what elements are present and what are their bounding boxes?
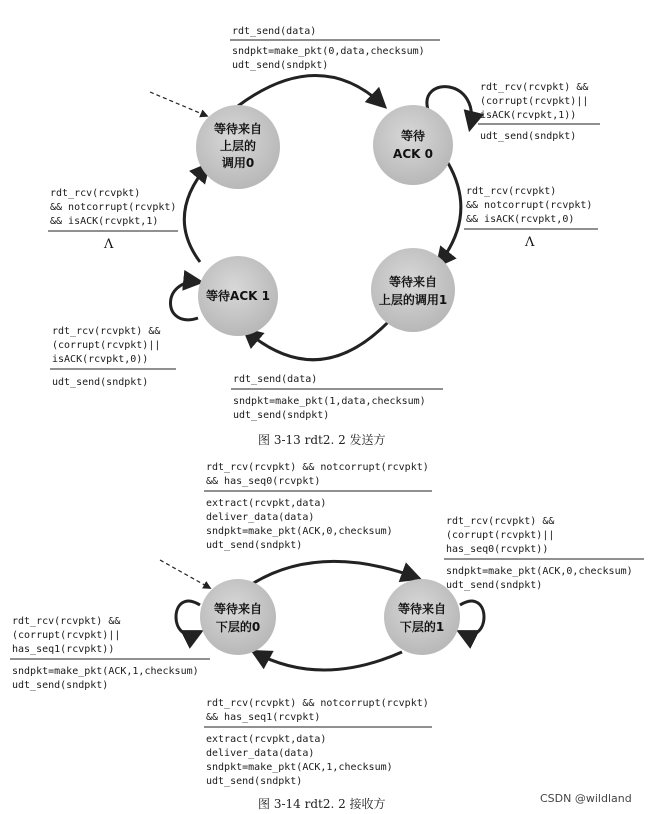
sender-top-action-2: udt_send(sndpkt) [232, 60, 329, 71]
receiver-bottom-action-4: udt_send(sndpkt) [206, 776, 303, 787]
svg-text:sndpkt=make_pkt(0,data,checksu [232, 46, 425, 71]
receiver-state-wait0-line2: 下层的0 [215, 620, 261, 634]
sender-right-event-2: && notcorrupt(rcvpkt) [466, 200, 593, 211]
receiver-arc-bottom [254, 652, 402, 670]
sender-state-wait-call0-line2: 上层的 [219, 139, 257, 153]
svg-text:extract(rcvpkt,data)deliver_da [206, 734, 393, 787]
receiver-bottom-event-1: rdt_rcv(rcvpkt) && notcorrupt(rcvpkt) [206, 698, 429, 709]
sender-state-wait-call0-line1: 等待来自 [213, 122, 263, 136]
receiver-wait0-self-event-3: has_seq1(rcvpkt)) [12, 644, 115, 655]
sender-arc-left [184, 165, 208, 262]
svg-text:rdt_rcv(rcvpkt) &&(corrupt(rcv [480, 82, 588, 121]
sender-arc-right [438, 163, 461, 265]
watermark: CSDN @wildland [540, 792, 632, 805]
receiver-state-wait0-line1: 等待来自 [213, 602, 263, 616]
svg-text:rdt_rcv(rcvpkt) &&(corrupt(rcv [446, 516, 554, 555]
svg-text:rdt_rcv(rcvpkt) && notcorrupt( [206, 462, 429, 487]
svg-text:rdt_rcv(rcvpkt) && notcorrupt( [206, 698, 429, 723]
svg-text:rdt_rcv(rcvpkt) &&(corrupt(rcv [52, 326, 160, 365]
sender-left-lambda: Λ [104, 237, 114, 252]
receiver-wait1-self-event-2: (corrupt(rcvpkt)|| [446, 530, 555, 541]
sender-left-event-2: && notcorrupt(rcvpkt) [50, 202, 177, 213]
receiver-wait1-self-action-2: udt_send(sndpkt) [446, 580, 543, 591]
receiver-wait1-self-event-3: has_seq0(rcvpkt)) [446, 544, 549, 555]
receiver-caption: 图 3-14 rdt2. 2 接收方 [258, 797, 386, 811]
svg-text:rdt_send(data) [233, 374, 317, 385]
sender-state-wait-call1 [371, 248, 455, 332]
sender-right-event-3: && isACK(rcvpkt,0) [466, 214, 575, 225]
sender-state-wait-ack0 [373, 105, 453, 185]
svg-text:rdt_rcv(rcvpkt)&& notcorrupt(r [50, 188, 176, 227]
sender-bottom-event: rdt_send(data) [233, 374, 318, 385]
receiver-wait0-self-event-1: rdt_rcv(rcvpkt) && [12, 616, 121, 627]
receiver-bottom-action-1: extract(rcvpkt,data) [206, 734, 327, 745]
sender-ack1-self-action: udt_send(sndpkt) [52, 377, 149, 388]
svg-text:sndpkt=make_pkt(ACK,0,checksum [446, 566, 633, 591]
receiver-top-event-1: rdt_rcv(rcvpkt) && notcorrupt(rcvpkt) [206, 462, 429, 473]
sender-right-event-1: rdt_rcv(rcvpkt) [466, 186, 557, 197]
sender-caption: 图 3-13 rdt2. 2 发送方 [258, 433, 386, 447]
svg-text:rdt_send(data) [232, 26, 316, 37]
sender-ack0-self-event-1: rdt_rcv(rcvpkt) && [480, 82, 589, 93]
receiver-self-loop-wait1 [460, 601, 484, 635]
sender-left-event-1: rdt_rcv(rcvpkt) [50, 188, 141, 199]
receiver-state-wait0 [200, 579, 276, 655]
receiver-wait1-self-action-1: sndpkt=make_pkt(ACK,0,checksum) [446, 566, 633, 577]
sender-arc-bottom [245, 318, 392, 360]
svg-text:sndpkt=make_pkt(1,data,checksu [233, 396, 426, 421]
sender-initial-arrow [150, 92, 207, 116]
sender-state-wait-call1-line1: 等待来自 [388, 275, 438, 289]
svg-text:等待ACK 1 [206, 288, 270, 303]
receiver-top-action-4: udt_send(sndpkt) [206, 540, 303, 551]
receiver-state-wait1-line1: 等待来自 [397, 602, 447, 616]
sender-bottom-action-1: sndpkt=make_pkt(1,data,checksum) [233, 396, 426, 407]
sender-right-lambda: Λ [525, 235, 535, 250]
receiver-arc-top [252, 561, 418, 584]
receiver-state-wait1-line2: 下层的1 [399, 620, 445, 634]
sender-top-action-1: sndpkt=make_pkt(0,data,checksum) [232, 46, 425, 57]
sender-top-event: rdt_send(data) [232, 26, 317, 37]
svg-text:rdt_rcv(rcvpkt) &&(corrupt(rcv [12, 616, 120, 655]
sender-ack0-self-event-3: isACK(rcvpkt,1)) [480, 110, 577, 121]
sender-ack0-self-action: udt_send(sndpkt) [480, 131, 577, 142]
svg-text:sndpkt=make_pkt(ACK,1,checksum [12, 666, 199, 691]
sender-left-event-3: && isACK(rcvpkt,1) [50, 216, 159, 227]
receiver-bottom-event-2: && has_seq1(rcvpkt) [206, 712, 321, 723]
receiver-top-action-2: deliver_data(data) [206, 512, 315, 523]
svg-text:udt_send(sndpkt) [480, 131, 576, 142]
receiver-wait0-self-event-2: (corrupt(rcvpkt)|| [12, 630, 121, 641]
receiver-wait0-self-action-1: sndpkt=make_pkt(ACK,1,checksum) [12, 666, 199, 677]
sender-state-wait-ack0-line2: ACK 0 [393, 147, 433, 161]
receiver-top-action-1: extract(rcvpkt,data) [206, 498, 327, 509]
receiver-bottom-action-2: deliver_data(data) [206, 748, 315, 759]
svg-text:rdt_rcv(rcvpkt)&& notcorrupt(r [466, 186, 592, 225]
receiver-wait0-self-action-2: udt_send(sndpkt) [12, 680, 109, 691]
sender-state-wait-ack1-line1: 等待ACK 1 [206, 289, 270, 303]
sender-arc-top [238, 76, 384, 107]
receiver-bottom-action-3: sndpkt=make_pkt(ACK,1,checksum) [206, 762, 393, 773]
sender-ack1-self-event-2: (corrupt(rcvpkt)|| [52, 340, 161, 351]
sender-ack1-self-event-1: rdt_rcv(rcvpkt) && [52, 326, 161, 337]
sender-state-wait-call1-line2: 上层的调用1 [378, 293, 448, 307]
receiver-wait1-self-event-1: rdt_rcv(rcvpkt) && [446, 516, 555, 527]
receiver-self-loop-wait0 [176, 601, 200, 635]
receiver-initial-arrow [160, 560, 210, 588]
svg-text:udt_send(sndpkt) [52, 377, 148, 388]
sender-state-wait-ack0-line1: 等待 [400, 129, 426, 143]
sender-ack1-self-event-3: isACK(rcvpkt,0)) [52, 354, 149, 365]
sender-bottom-action-2: udt_send(sndpkt) [233, 410, 330, 421]
sender-state-wait-call0-line3: 调用0 [221, 156, 255, 170]
sender-ack0-self-event-2: (corrupt(rcvpkt)|| [480, 96, 589, 107]
receiver-top-event-2: && has_seq0(rcvpkt) [206, 476, 321, 487]
receiver-top-action-3: sndpkt=make_pkt(ACK,0,checksum) [206, 526, 393, 537]
sender-self-loop-ack1 [171, 282, 201, 320]
svg-text:extract(rcvpkt,data)deliver_da [206, 498, 393, 551]
